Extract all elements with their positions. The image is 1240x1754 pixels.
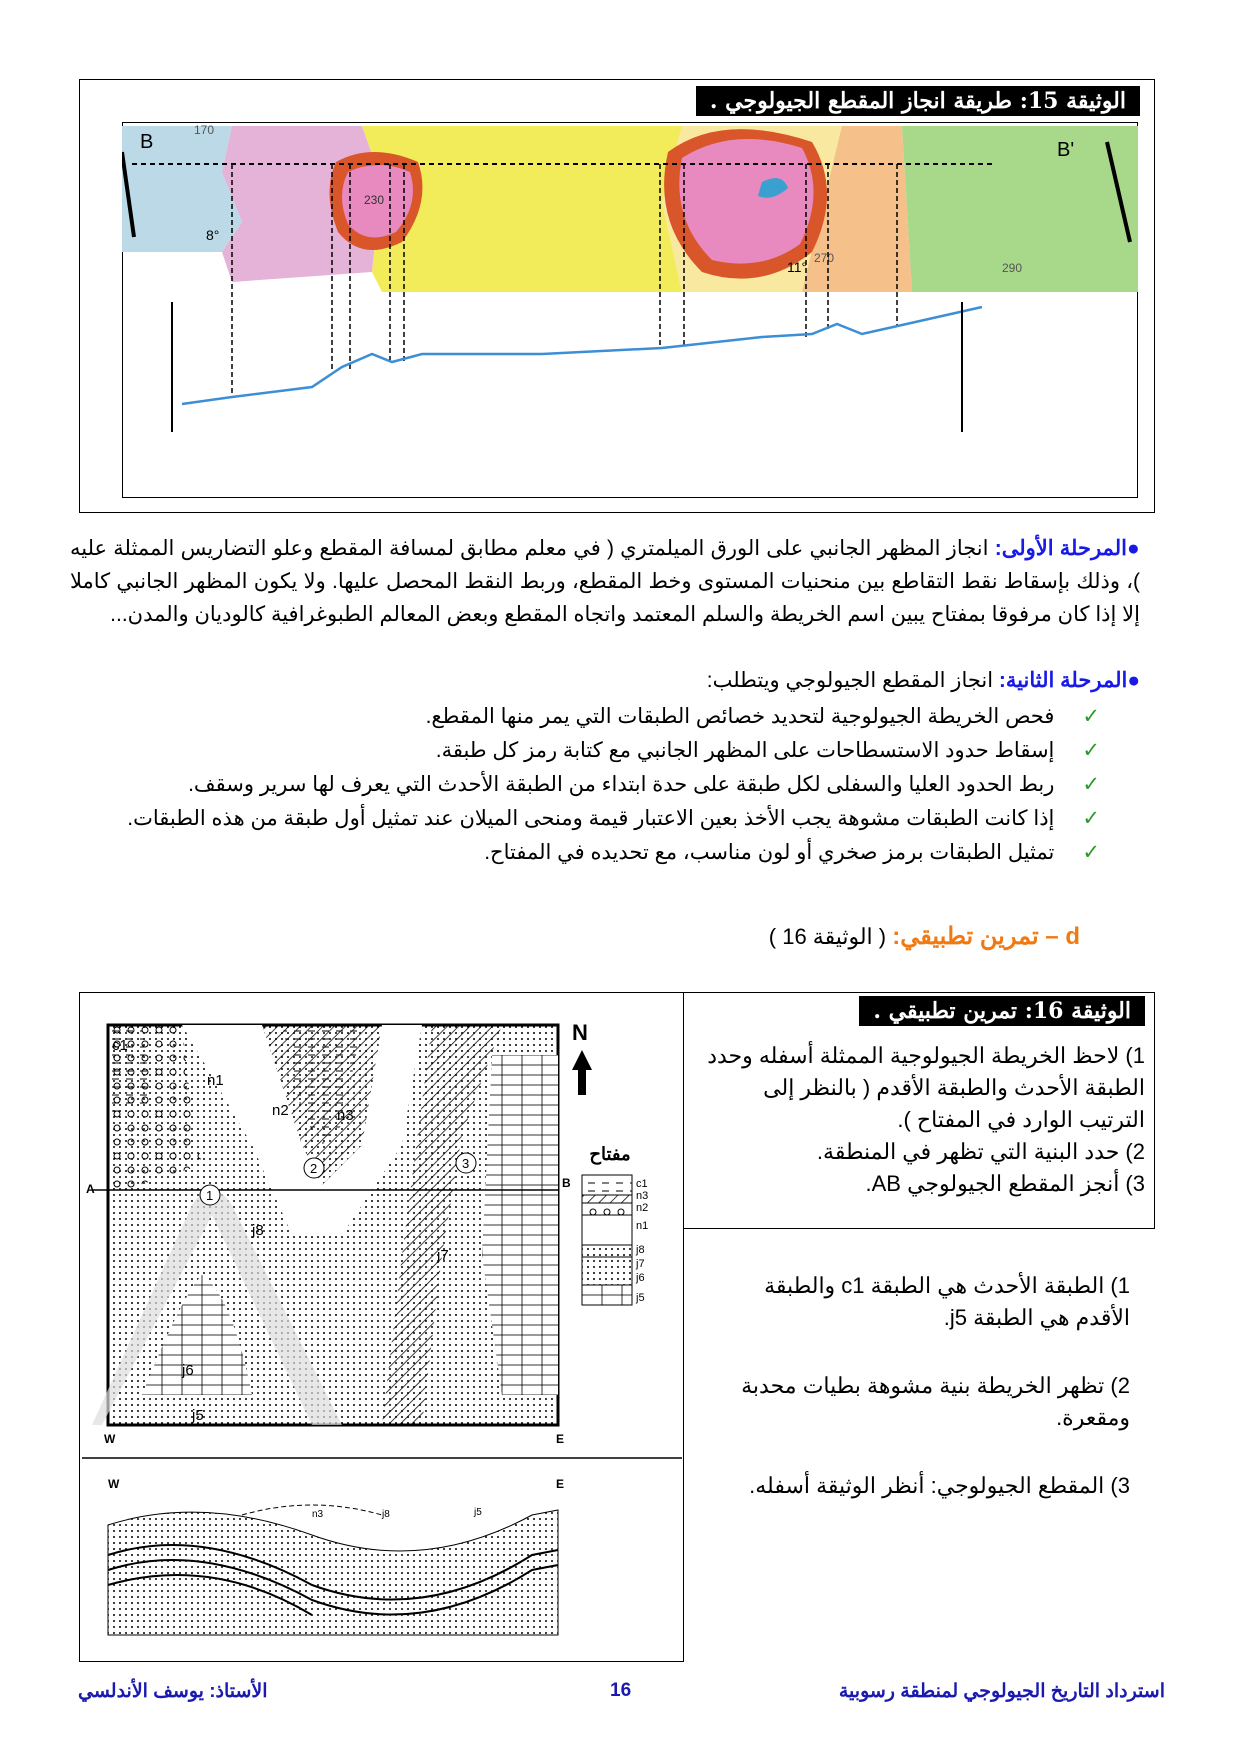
map-label-w: W [104,1432,116,1446]
layer-label: c1 [112,1037,128,1054]
map-label-b: B [562,1176,571,1190]
list-item: ✓إذا كانت الطبقات مشوهة يجب الأخذ بعين الاعتبار قيمة ومنحى الميلان عند تمثيل أول طبقة من هذه الطبقات. [127,807,1100,830]
stage2-list [110,700,1100,870]
check-icon: ✓ [1082,705,1100,728]
key-item: j7 [636,1258,645,1270]
circle-label: 3 [462,1156,470,1171]
svg-text:j5: j5 [474,1507,482,1518]
svg-text:N: N [572,1020,588,1045]
doc16-answers [710,1270,1130,1502]
dip-label: 11° [787,259,808,275]
layer-label: j6 [182,1362,194,1379]
layer-label: j8 [252,1222,264,1239]
stage2-text: انجاز المقطع الجيولوجي ويتطلب: [706,669,994,692]
question: 1) لاحظ الخريطة الجيولوجية الممثلة أسفله وحدد الطبقة الأحدث والطبقة الأقدم ( بالنظر إلى الترتيب الوارد في المفتاح ). [707,1043,1145,1132]
svg-text:n3: n3 [312,1509,324,1520]
dip-label: 8° [206,227,220,243]
stage1-label: ●المرحلة الأولى: [994,537,1141,560]
check-icon: ✓ [1082,841,1100,864]
answer: 3) المقطع الجيولوجي: أنظر الوثيقة أسفله. [749,1473,1130,1498]
key-item: n1 [636,1220,649,1232]
svg-text:j8: j8 [382,1509,390,1520]
contour-label: 290 [1002,261,1023,275]
key-item: j5 [636,1292,645,1304]
doc16-questions [705,1040,1145,1200]
layer-label: n2 [272,1102,289,1119]
answer: 2) تظهر الخريطة بنية مشوهة بطيات محدبة ومقعرة. [741,1373,1130,1430]
key-title: مفتاح [589,1144,631,1164]
list-item: ✓تمثيل الطبقات برمز صخري أو لون مناسب، مع تحديده في المفتاح. [484,841,1100,864]
question: 3) أنجز المقطع الجيولوجي AB. [865,1171,1145,1196]
svg-text:W: W [108,1477,120,1491]
stage2-label: ●المرحلة الثانية: [998,669,1140,692]
question: 2) حدد البنية التي تظهر في المنطقة. [816,1139,1145,1164]
geologic-map [122,123,1138,292]
key-item: n2 [636,1202,649,1214]
contour-label: 270 [814,251,835,265]
check-icon: ✓ [1082,773,1100,796]
key-item: j6 [636,1272,645,1284]
doc15-map-figure [122,122,1138,498]
doc15-map-label-b: B [140,131,154,153]
key-item: j8 [636,1244,645,1256]
layer-label: j5 [192,1407,204,1424]
check-icon: ✓ [1082,739,1100,762]
doc15-title: الوثيقة 15: طريقة انجاز المقطع الجيولوجي . [696,86,1140,116]
check-icon: ✓ [1082,807,1100,830]
layer-label: j7 [437,1247,449,1264]
key-item: n3 [636,1190,649,1202]
stage1-paragraph [70,532,1140,631]
map-label-a: A [86,1182,95,1196]
footer-author: الأستاذ: يوسف الأندلسي [78,1681,268,1702]
doc16-title: الوثيقة 16: تمرين تطبيقي . [859,996,1145,1026]
exercise-heading: d – تمرين تطبيقي: ( الوثيقة 16 ) [768,923,1080,950]
stage2-paragraph [70,664,1140,697]
circle-label: 1 [206,1188,214,1203]
map-key [582,1144,648,1305]
footer-title: استرداد التاريخ الجيولوجي لمنطقة رسوبية [838,1681,1165,1702]
contour-label: 170 [194,123,215,137]
doc16-figure [82,995,682,1659]
geologic-map-ab [86,1025,571,1446]
north-arrow-icon [572,1020,592,1095]
list-item: ✓ربط الحدود العليا والسفلى لكل طبقة على حدة ابتداء من الطبقة الأحدث التي يعرف لها سرير وسقف. [188,773,1100,796]
map-label-e: E [556,1432,565,1446]
contour-label: 230 [364,193,385,207]
list-item: ✓فحص الخريطة الجيولوجية لتحديد خصائص الطبقات التي يمر منها المقطع. [425,705,1100,728]
list-item: ✓إسقاط حدود الاستسطاحات على المظهر الجانبي مع كتابة رمز كل طبقة. [435,739,1100,762]
svg-text:E: E [556,1477,565,1491]
key-item: c1 [636,1178,648,1190]
layer-label: n1 [207,1072,224,1089]
map-label-b-prime: B' [1057,139,1075,161]
geologic-cross-section [108,1477,564,1635]
layer-label: n3 [337,1107,354,1124]
page-number: 16 [610,1680,632,1701]
answer: 1) الطبقة الأحدث هي الطبقة c1 والطبقة الأقدم هي الطبقة j5. [764,1273,1130,1330]
circle-label: 2 [310,1161,318,1176]
stage1-text: انجاز المظهر الجانبي على الورق الميلمتري ( في معلم مطابق لمسافة المقطع وعلو التضاريس الممثلة عليه )، وذلك بإسقاط نقط التقاطع بين منحنيات المستوى وخط المقطع، وربط النقط المحصل عليها. ولا يكون المظهر الجانبي كاملا إلا إذا كان مرفوقا بمفتاح يبين اسم الخريطة والسلم المعتمد واتجاه المقطع وبعض المعالم الطبوغرافية كالوديان والمدن... [70,537,1140,626]
